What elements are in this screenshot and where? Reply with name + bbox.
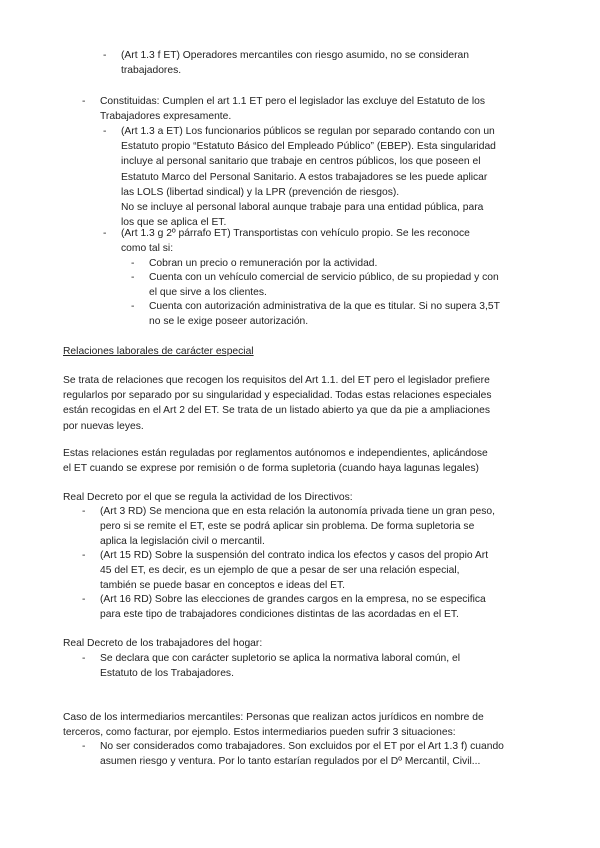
bullet-dash: - — [103, 228, 107, 239]
text-line: (Art 1.3 f ET) Operadores mercantiles con riesgo asumido, no se consideran — [121, 50, 469, 61]
text-line: (Art 1.3 g 2º párrafo ET) Transportistas con vehículo propio. Se les reconoce — [121, 228, 470, 239]
text-line: están recogidas en el Art 2 del ET. Se trata de un listado abierto ya que da pie a ampliaciones — [63, 405, 491, 417]
list-item — [82, 651, 542, 681]
bullet-dash: - — [82, 741, 86, 752]
text-line: Se declara que con carácter supletorio se aplica la normativa laboral común, el — [100, 653, 461, 664]
bullet-dash: - — [131, 301, 135, 312]
bullet-dash: - — [131, 258, 135, 269]
text-line: el ET cuando se exprese por remisión o de forma supletoria (cuando haya lagunas legales) — [63, 463, 479, 475]
text-line: terceros, como facturar, por ejemplo. Estos intermediarios pueden sufrir 3 situaciones: — [63, 727, 456, 739]
text-line: Cuenta con un vehículo comercial de servicio público, de su propiedad y con — [149, 272, 499, 283]
bullet-dash: - — [82, 506, 86, 517]
text-line: también se puede basar en conceptos e ideas del ET. — [100, 580, 345, 592]
text-line: las LOLS (libertad sindical) y la LPR (prevención de riesgos). — [121, 186, 400, 198]
text-line: como tal si: — [121, 243, 174, 255]
list-item — [131, 299, 551, 329]
paragraph — [63, 710, 543, 740]
paragraph — [63, 446, 543, 476]
text-line: Trabajadores expresamente. — [100, 111, 232, 123]
text-line: Caso de los intermediarios mercantiles: Personas que realizan actos jurídicos en nombre de — [63, 712, 484, 723]
list-item — [131, 256, 551, 271]
list-item — [131, 270, 551, 300]
text-line: Constituidas: Cumplen el art 1.1 ET pero el legislador las excluye del Estatuto de los — [100, 96, 486, 107]
text-line: el que sirve a los clientes. — [149, 287, 267, 299]
text-line: aplica la legislación civil o mercantil. — [100, 536, 265, 548]
text-line: no se le exige poseer autorización. — [149, 316, 309, 328]
text-line: (Art 16 RD) Sobre las elecciones de grandes cargos en la empresa, no se especifica — [100, 594, 486, 605]
bullet-dash: - — [103, 50, 107, 61]
list-item — [103, 48, 523, 78]
bullet-dash: - — [131, 272, 135, 283]
text-line: Estatuto Marco del Personal Sanitario. A estos trabajadores se les puede aplicar — [121, 171, 488, 183]
directivos-title: Real Decreto por el que se regula la actividad de los Directivos: — [63, 492, 353, 503]
list-item — [82, 548, 542, 594]
text-line: Cuenta con autorización administrativa de la que es titular. Si no supera 3,5T — [149, 301, 500, 312]
text-line: incluye al personal sanitario que trabaje en centros públicos, los que poseen el — [121, 156, 481, 168]
text-line: Cobran un precio o remuneración por la actividad. — [149, 258, 378, 269]
text-line: para este tipo de trabajadores condiciones distintas de las acordadas en el ET. — [100, 609, 459, 621]
text-line: regularlos por separado por su singularidad y especialidad. Todas estas relaciones especiales — [63, 390, 492, 402]
text-line: trabajadores. — [121, 65, 182, 77]
paragraph — [63, 373, 543, 434]
bullet-dash: - — [82, 653, 86, 664]
text-line: por nuevas leyes. — [63, 420, 144, 432]
list-item — [82, 592, 542, 622]
bullet-dash: - — [103, 126, 107, 137]
list-item-constituidas — [82, 94, 532, 124]
text-line: pero si se remite el ET, este se podrá aplicar sin problema. De forma supletoria se — [100, 521, 475, 533]
list-item — [82, 504, 542, 550]
text-line: (Art 3 RD) Se menciona que en esta relación la autonomía privada tiene un gran peso, — [100, 506, 495, 517]
text-line: Estas relaciones están reguladas por reglamentos autónomos e independientes, aplicándose — [63, 448, 488, 459]
bullet-dash: - — [82, 550, 86, 561]
bullet-dash: - — [82, 594, 86, 605]
text-line: los que se aplica el ET. — [121, 217, 227, 229]
text-line: Estatuto de los Trabajadores. — [100, 668, 234, 680]
text-line: (Art 15 RD) Sobre la suspensión del contrato indica los efectos y casos del propio Art — [100, 550, 489, 561]
text-line: asumen riesgo y ventura. Por lo tanto estarían regulados por el Dº Mercantil, Civil... — [100, 756, 481, 768]
list-item — [82, 739, 552, 769]
text-line: 45 del ET, es decir, es un ejemplo de que a pesar de ser una relación especial, — [100, 565, 460, 577]
section-heading: Relaciones laborales de carácter especial — [63, 346, 254, 357]
text-line: (Art 1.3 a ET) Los funcionarios públicos se regulan por separado contando con un — [121, 126, 495, 137]
text-line: No se incluye al personal laboral aunque trabaje para una entidad pública, para — [121, 202, 484, 214]
hogar-title: Real Decreto de los trabajadores del hogar: — [63, 638, 263, 649]
bullet-dash: - — [82, 96, 86, 107]
list-item-transportistas — [103, 226, 533, 256]
text-line: Se trata de relaciones que recogen los requisitos del Art 1.1. del ET pero el legislador prefiere — [63, 375, 490, 386]
text-line: No ser considerados como trabajadores. Son excluidos por el ET por el Art 1.3 f) cuando — [100, 741, 504, 752]
text-line: Estatuto propio “Estatuto Básico del Empleado Público” (EBEP). Esta singularidad — [121, 141, 496, 153]
list-item-funcionarios — [103, 124, 533, 230]
